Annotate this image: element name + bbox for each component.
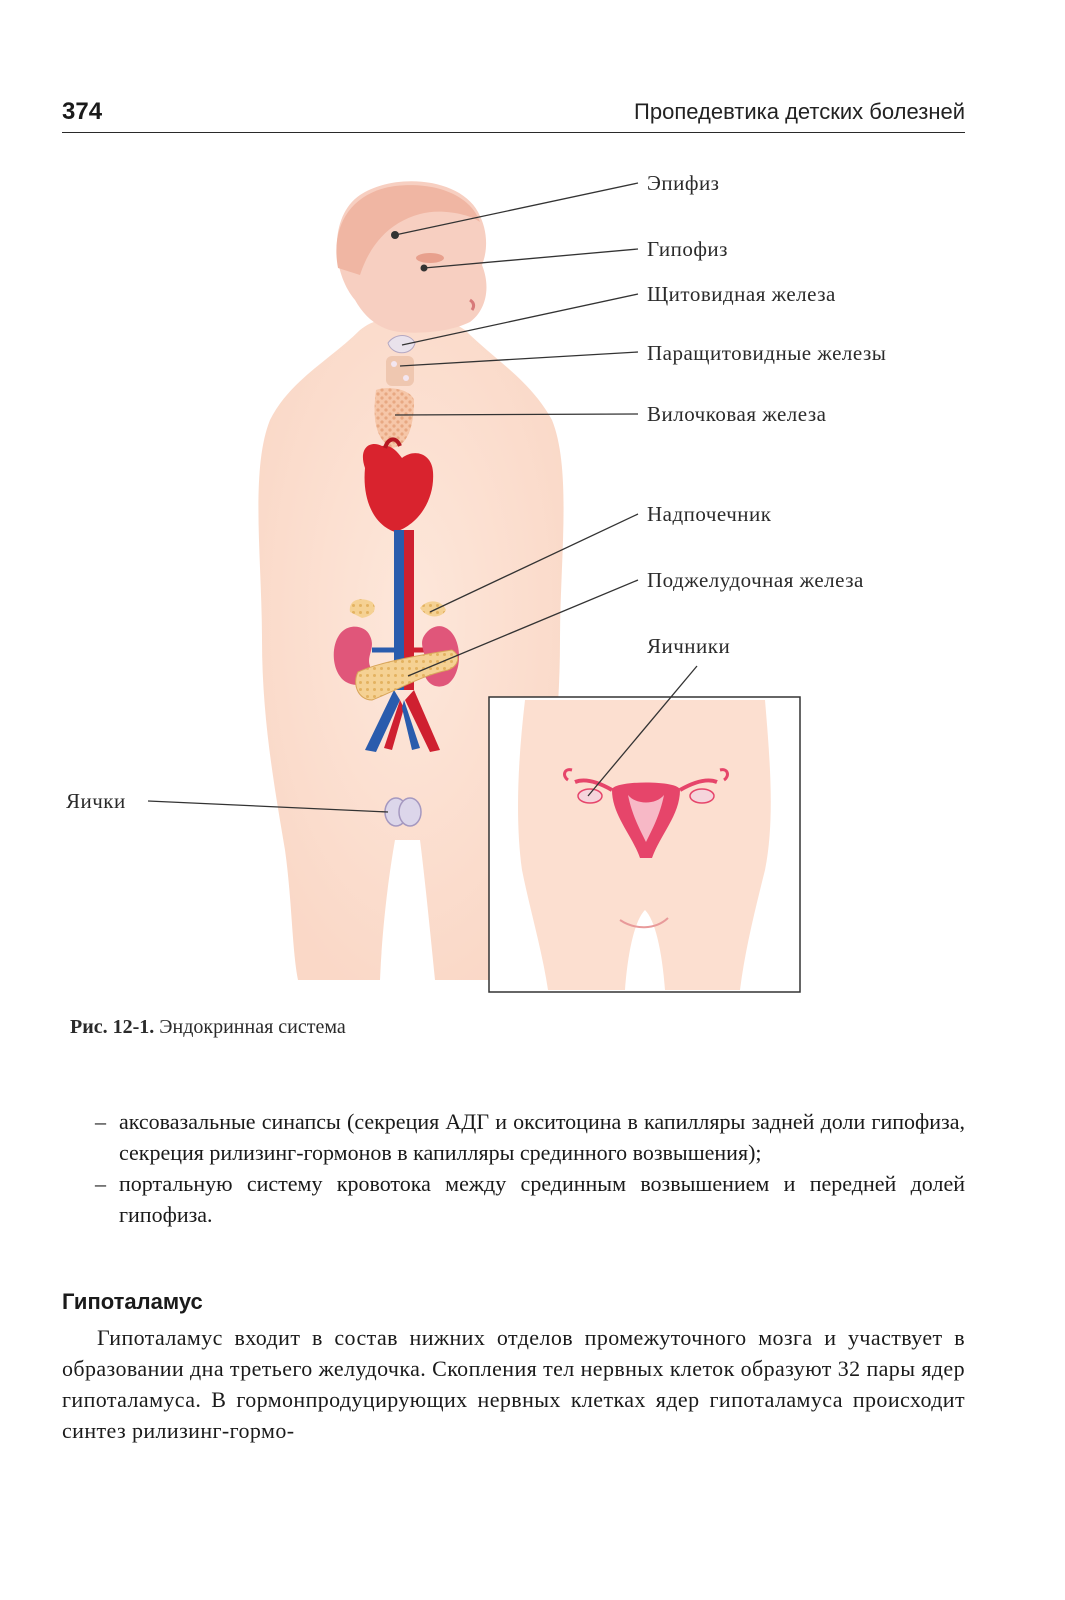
bullet-dash: – [95, 1171, 106, 1196]
head [336, 181, 486, 332]
bullet-dash: – [95, 1109, 106, 1134]
label-epiphysis: Эпифиз [647, 171, 720, 195]
label-pancreas: Поджелудочная железа [647, 568, 864, 592]
body-paragraph: Гипоталамус входит в состав нижних отделов промежуточного мозга и участвует в образовании дна третьего желудочка. Скопления тел нервных клеток образуют 32 пары ядер гипоталамуса. В гормонпродуцирующих нервных клетках ядер гипоталамуса происходит синтез рилизинг-гормо- [62, 1325, 965, 1443]
bullet-list [62, 1106, 965, 1230]
testes [385, 798, 421, 826]
parathyroid-glands [386, 356, 414, 386]
caption-number: Рис. 12-1. [70, 1016, 155, 1038]
label-adrenal: Надпочечник [647, 502, 772, 526]
running-title: Пропедевтика детских болезней [634, 99, 965, 124]
label-testes: Яички [66, 789, 126, 813]
label-thymus: Вилочковая железа [647, 402, 827, 426]
page-header [62, 92, 965, 133]
female-inset [489, 697, 800, 992]
figure-caption [70, 1016, 346, 1039]
label-pituitary: Гипофиз [647, 237, 728, 261]
list-item [62, 1106, 965, 1168]
label-parathyroid: Паращитовидные железы [647, 341, 887, 365]
caption-text: Эндокринная система [154, 1016, 346, 1038]
list-item [62, 1168, 965, 1230]
bullet-text: портальную систему кровотока между срединным возвышением и передней долей гипофиза. [119, 1171, 965, 1227]
bullet-text: аксовазальные синапсы (секреция АДГ и окситоцина в капилляры задней доли гипофиза, секреция рилизинг-гормонов в капилляры срединного возвышения); [119, 1109, 965, 1165]
endocrine-system-figure [0, 150, 1065, 1010]
label-ovaries: Яичники [647, 634, 731, 658]
section-heading: Гипоталамус [62, 1289, 203, 1314]
label-thyroid: Щитовидная железа [647, 282, 836, 306]
page-number: 374 [62, 98, 103, 125]
